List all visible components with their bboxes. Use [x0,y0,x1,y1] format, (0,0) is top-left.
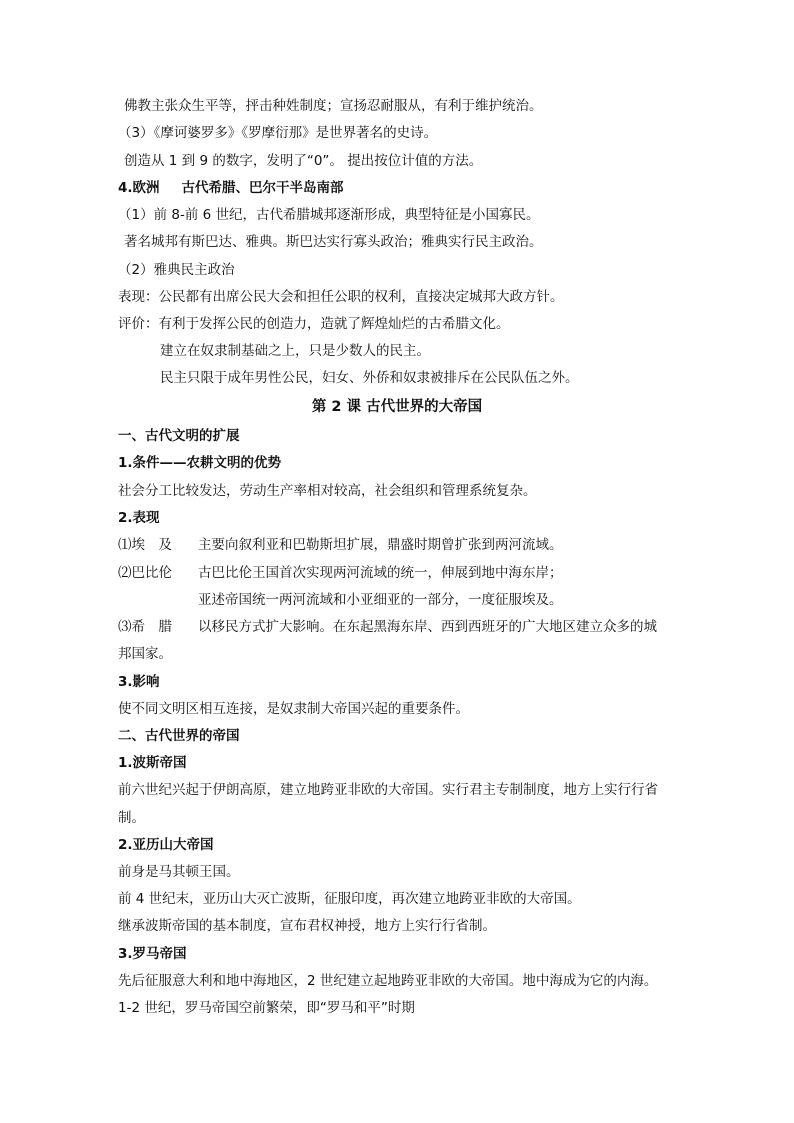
text-line: 使不同文明区相互连接，是奴隶制大帝国兴起的重要条件。 [118,701,469,717]
list-item [118,535,563,555]
text-line: 评价：有利于发挥公民的创造力，造就了辉煌灿烂的古希腊文化。 [118,316,510,332]
text-line: 建立在奴隶制基础之上，只是少数人的民主。 [160,343,430,359]
list-label: ⑶希 腊 [118,619,172,635]
text-line: 社会分工比较发达，劳动生产率相对较高，社会组织和管理系统复杂。 [118,483,537,499]
lesson-title: 第 2 课 古代世界的大帝国 [311,399,483,415]
text-line: 1-2 世纪，罗马帝国空前繁荣，即“罗马和平”时期 [118,1000,415,1016]
list-text: 以移民方式扩大影响。在东起黑海东岸、西到西班牙的广大地区建立众多的城 [198,619,657,635]
subsection-heading: 2.表现 [118,510,160,526]
text-line: 继承波斯帝国的基本制度，宣布君权神授，地方上实行行省制。 [118,918,496,934]
subsection-heading: 1.波斯帝国 [118,755,187,771]
subsection-heading: 3.影响 [118,674,160,690]
list-label: ⑵巴比伦 [118,565,172,581]
list-item [118,617,657,637]
text-line: 先后征服意大利和地中海地区，2 世纪建立起地跨亚非欧的大帝国。地中海成为它的内海。 [118,973,658,989]
text-line: （3）《摩诃婆罗多》《罗摩衍那》是世界著名的史诗。 [118,125,438,141]
text-line: 创造从 1 到 9 的数字，发明了“0”。 提出按位计值的方法。 [124,153,483,169]
text-line: 邦国家。 [118,646,172,662]
subsection-heading: 1.条件——农耕文明的优势 [118,455,282,471]
text-line: 亚述帝国统一两河流域和小亚细亚的一部分，一度征服埃及。 [198,592,563,608]
heading-text: 古代希腊、巴尔干半岛南部 [181,180,344,196]
list-text: 古巴比伦王国首次实现两河流域的统一，伸展到地中海东岸； [198,565,563,581]
text-line: 著名城邦有斯巴达、雅典。斯巴达实行寡头政治；雅典实行民主政治。 [124,234,543,250]
section-heading: 一、古代文明的扩展 [118,428,240,444]
text-line: （2）雅典民主政治 [118,262,235,278]
text-line: 前 4 世纪末，亚历山大灭亡波斯，征服印度，再次建立地跨亚非欧的大帝国。 [118,891,581,907]
section-heading: 二、古代世界的帝国 [118,728,240,744]
text-line: 前六世纪兴起于伊朗高原，建立地跨亚非欧的大帝国。实行君主专制制度，地方上实行行省 [118,782,658,798]
text-line: 佛教主张众生平等，抨击种姓制度；宣扬忍耐服从，有利于维护统治。 [124,98,543,114]
list-item [118,563,563,583]
subsection-heading: 3.罗马帝国 [118,946,187,962]
text-line: （1）前 8-前 6 世纪，古代希腊城邦逐渐形成，典型特征是小国寡民。 [118,207,540,223]
text-line: 制。 [118,810,145,826]
text-line: 民主只限于成年男性公民，妇女、外侨和奴隶被排斥在公民队伍之外。 [160,370,579,386]
list-text: 主要向叙利亚和巴勒斯坦扩展，鼎盛时期曾扩张到两河流域。 [198,537,563,553]
list-label: ⑴埃 及 [118,537,172,553]
section-heading [118,178,344,198]
heading-number: 4.欧洲 [118,180,160,196]
text-line: 表现：公民都有出席公民大会和担任公职的权利，直接决定城邦大政方针。 [118,289,564,305]
text-line: 前身是马其顿王国。 [118,864,240,880]
subsection-heading: 2.亚历山大帝国 [118,837,214,853]
